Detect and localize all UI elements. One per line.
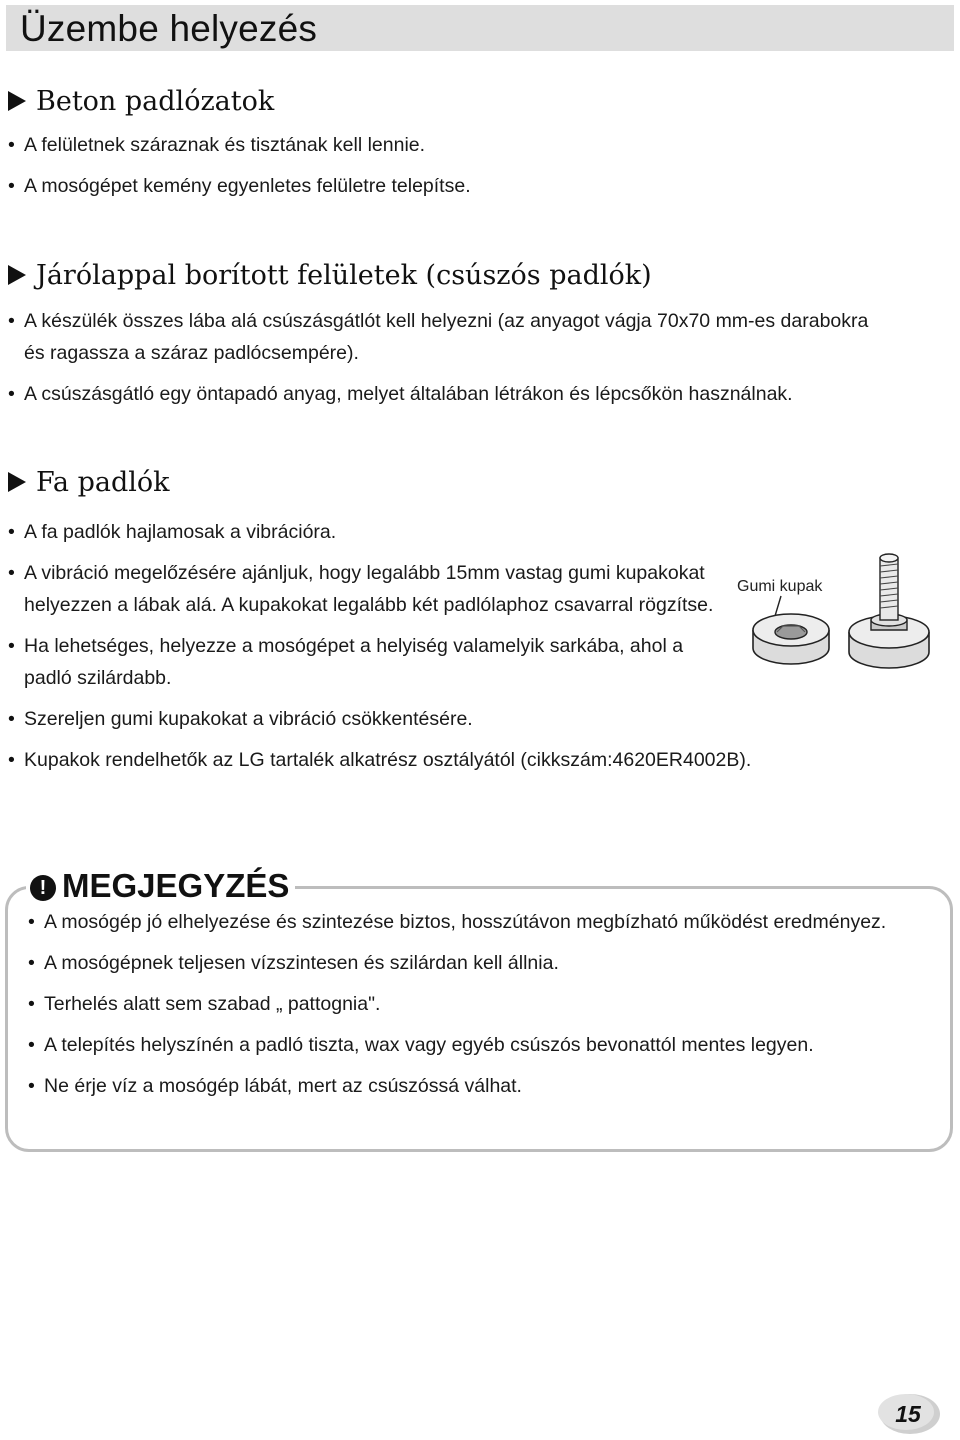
wood-bullet-list [8,516,752,785]
note-heading: ! MEGJEGYZÉS [26,864,295,908]
list-item: • A telepítés helyszínén a padló tiszta, wax vagy egyéb csúszós bevonattól mentes legyen. [28,1029,933,1061]
triangle-bullet-icon [8,472,26,492]
figure-label: Gumi kupak [737,578,823,595]
list-item: • Ne érje víz a mosógép lábát, mert az csúszóssá válhat. [28,1070,933,1102]
list-item: • A vibráció megelőzésére ajánljuk, hogy legalább 15mm vastag gumi kupakokat helyezzen a lábak alá. A kupakokat legalább két padlólaphoz csavarral rögzítse. [8,557,723,621]
list-item: • A felületnek száraznak és tisztának kell lennie. [8,129,938,161]
list-item: • Ha lehetséges, helyezze a mosógépet a helyiség valamelyik sarkába, ahol a padló szilárdabb. [8,630,723,694]
list-item: • A mosógép jó elhelyezése és szintezése biztos, hosszútávon megbízható működést eredményez. [28,906,933,938]
page-number: 15 [876,1392,940,1436]
title-bar [6,5,954,51]
washer-foot-icon [849,554,929,668]
triangle-bullet-icon [8,91,26,111]
rubber-cap-illustration [735,548,935,678]
note-bullet-list [28,906,933,1111]
list-item: • A fa padlók hajlamosak a vibrációra. [8,516,723,548]
concrete-bullet-list [8,129,938,211]
exclamation-icon: ! [30,875,56,901]
list-item: • A csúszásgátló egy öntapadó anyag, melyet általában létrákon és lépcsőkön használnak. [8,378,893,410]
list-item: • A mosógépnek teljesen vízszintesen és szilárdan kell állnia. [28,947,933,979]
list-item: • A készülék összes lába alá csúszásgátlót kell helyezni (az anyagot vágja 70x70 mm-es darabokra és ragassza a száraz padlócsempére). [8,305,893,369]
list-item: • Terhelés alatt sem szabad „ pattognia". [28,988,933,1020]
section-heading-tiled: Járólappal borított felületek (csúszós padlók) [8,260,652,291]
triangle-bullet-icon [8,265,26,285]
list-item: • Kupakok rendelhetők az LG tartalék alkatrész osztályától (cikkszám:4620ER4002B). [8,744,924,776]
section-heading-concrete: Beton padlózatok [8,86,274,117]
page-title: Üzembe helyezés [20,8,318,49]
section-heading-wood: Fa padlók [8,467,170,498]
tiled-bullet-list [8,305,893,419]
list-item: • Szereljen gumi kupakokat a vibráció csökkentésére. [8,703,723,735]
list-item: • A mosógépet kemény egyenletes felületre telepítse. [8,170,938,202]
rubber-cap-icon [753,614,829,664]
